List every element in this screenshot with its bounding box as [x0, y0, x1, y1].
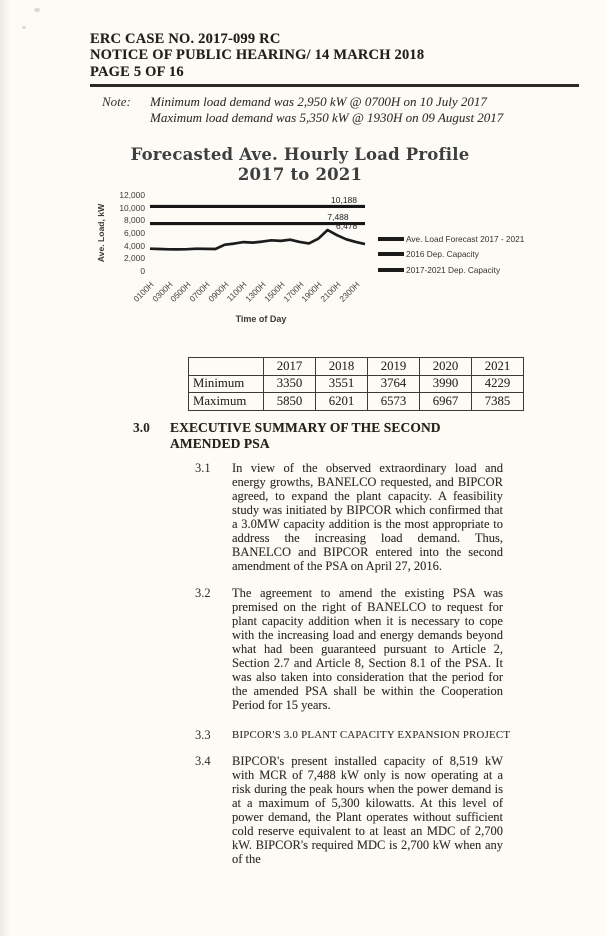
y-tick-label: 4,000	[124, 240, 145, 251]
x-tick-label: 0100H	[131, 279, 156, 304]
table-cell: 3764	[368, 375, 420, 393]
x-tick-label: 0900H	[205, 279, 231, 304]
x-tick-label: 2300H	[336, 279, 362, 304]
load-profile-chart	[88, 138, 600, 340]
table-year-header: 2018	[316, 358, 368, 376]
table-year-header: 2020	[420, 358, 472, 376]
paragraph-3-1-number: 3.1	[195, 461, 211, 475]
chart-title-line1: Forecasted Ave. Hourly Load Profile	[130, 145, 470, 164]
note-maximum-line: Maximum load demand was 5,350 kW @ 1930H on 09 August 2017	[150, 109, 504, 125]
chart-legend	[378, 231, 524, 278]
table-cell: 3350	[264, 375, 316, 393]
y-tick-label: 0	[140, 266, 145, 276]
table-row	[189, 393, 524, 411]
x-tick-label: 1900H	[299, 279, 324, 304]
note-label: Note:	[102, 94, 131, 109]
scan-artifact	[22, 26, 26, 29]
paragraph-3-1-text: In view of the observed extraordinary load and energy growths, BANELCO requested, and BIPCOR agreed, to expand the plant capacity. A feasibility study was initiated by BIPCOR which confirmed that a 3.0MW capacity addition is the most appropriate to address the increasing load demand. Thus, BANELCO and BIPCOR entered into the second amendment of the PSA on April 27, 2016.	[232, 461, 503, 573]
table-year-header: 2021	[472, 358, 524, 376]
legend-item-2017-2021-capacity	[378, 262, 524, 278]
y-axis-title: Ave. Load, kW	[96, 203, 106, 263]
legend-label: 2017-2021 Dep. Capacity	[406, 264, 501, 275]
x-tick-label: 1500H	[262, 279, 287, 304]
table-year-header: 2017	[264, 358, 316, 376]
table-cell: 3551	[316, 375, 368, 393]
x-axis-title: Time of Day	[235, 314, 287, 324]
legend-label: 2016 Dep. Capacity	[406, 249, 479, 260]
row-label-maximum: Maximum	[189, 393, 264, 411]
legend-label: Ave. Load Forecast 2017 - 2021	[406, 233, 525, 244]
x-tick-label: 2100H	[318, 279, 343, 304]
document-header	[90, 31, 424, 80]
scan-artifact	[34, 8, 40, 12]
table-cell: 6967	[420, 393, 472, 411]
min-max-load-table	[188, 357, 524, 411]
header-rule	[90, 84, 579, 87]
x-tick-label: 0300H	[149, 279, 175, 304]
section-3-0-number: 3.0	[133, 420, 150, 435]
x-tick-label: 1300H	[243, 279, 268, 304]
legend-item-2016-capacity	[378, 247, 524, 263]
x-tick-label: 0700H	[187, 279, 212, 304]
header-page-number: PAGE 5 OF 16	[90, 63, 184, 80]
table-year-header: 2019	[368, 358, 420, 376]
data-label-upper-capacity: 10,188	[331, 195, 357, 205]
x-tick-label: 0500H	[168, 279, 193, 304]
table-cell: 6573	[368, 393, 420, 411]
x-tick-label: 1100H	[225, 279, 250, 304]
note-minimum-line: Minimum load demand was 2,950 kW @ 0700H on 10 July 2017	[150, 94, 487, 109]
y-tick-label: 6,000	[124, 228, 145, 238]
note-text	[150, 94, 503, 126]
paragraph-3-4-number: 3.4	[195, 754, 211, 768]
line-swatch-icon	[378, 237, 404, 241]
y-tick-label: 2,000	[124, 253, 145, 264]
table-cell: 3990	[420, 375, 472, 393]
data-label-lower-capacity: 7,488	[327, 212, 349, 222]
legend-item-forecast	[378, 231, 524, 247]
table-cell: 7385	[472, 393, 524, 411]
paragraph-3-3-number: 3.3	[195, 728, 211, 742]
y-tick-label: 8,000	[124, 215, 145, 226]
y-tick-label: 10,000	[119, 202, 145, 213]
table-cell: 4229	[472, 375, 524, 393]
header-notice-line: NOTICE OF PUBLIC HEARING/ 14 MARCH 2018	[90, 47, 425, 64]
row-label-minimum: Minimum	[189, 375, 264, 393]
line-swatch-icon	[378, 252, 404, 256]
header-case-number: ERC CASE NO. 2017-099 RC	[90, 31, 281, 47]
paragraph-3-2-text: The agreement to amend the existing PSA was premised on the right of BANELCO to request for plant capacity addition when it is necessary to cope with the increasing load and energy demands beyond what had been guaranteed pursuant to Article 2, Section 2.7 and Article 8, Section 8.1 of the PSA. It was also taken into consideration that the period for the amended PSA shall be within the Cooperation Period for 15 years.	[232, 586, 503, 712]
paragraph-3-3-heading: BIPCOR'S 3.0 PLANT CAPACITY EXPANSION PROJECT	[232, 729, 511, 741]
table-corner-cell	[189, 358, 264, 376]
table-cell: 5850	[264, 393, 316, 411]
paragraph-3-2-number: 3.2	[195, 586, 211, 600]
paragraph-3-4-text: BIPCOR's present installed capacity of 8,519 kW with MCR of 7,488 kW only is now operating at a risk during the peak hours when the power demand is at a maximum of 5,300 kilowatts. At this level of power demand, the Plant operates without sufficient cold reserve equivalent to at least an MDC of 2,700 kW. BIPCOR's required MDC is 2,700 kW when any of the	[232, 754, 503, 866]
y-tick-label: 12,000	[119, 190, 145, 200]
table-cell: 6201	[316, 393, 368, 411]
data-label-peak-load: 6,478	[336, 221, 358, 231]
chart-title-line2: 2017 to 2021	[237, 164, 363, 184]
x-tick-label: 1700H	[280, 279, 306, 304]
table-row	[189, 375, 524, 393]
section-3-0-title: EXECUTIVE SUMMARY OF THE SECOND AMENDED PSA	[170, 420, 441, 452]
line-swatch-icon	[378, 268, 404, 272]
table-header-row	[189, 358, 524, 376]
